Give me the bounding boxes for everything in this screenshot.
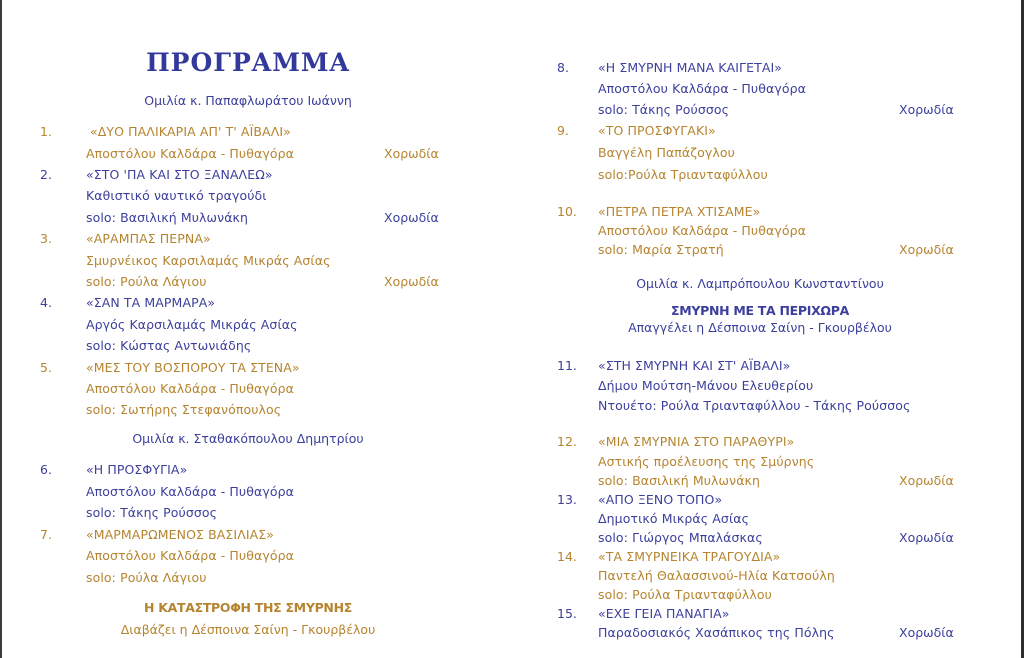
song-composer: Αποστόλου Καλδάρα - Πυθαγόρα xyxy=(86,548,294,563)
item-number: 4. xyxy=(40,295,52,310)
song-soloist: solo: Σωτήρης Στεφανόπουλος xyxy=(86,402,282,417)
item-number: 13. xyxy=(557,492,577,507)
chorus-label: Χορωδία xyxy=(899,473,954,488)
song-title: «ΜΕΣ ΤΟΥ ΒΟΣΠΟΡΟΥ ΤΑ ΣΤΕΝΑ» xyxy=(86,360,300,375)
item-number: 7. xyxy=(40,527,52,542)
song-description: Αργός Καρσιλαμάς Μικράς Ασίας xyxy=(86,317,298,332)
song-title: «ΣΤΟ 'ΠΑ ΚΑΙ ΣΤΟ ΞΑΝΑΛΕΩ» xyxy=(86,167,273,182)
chorus-label: Χορωδία xyxy=(384,210,439,225)
song-soloist: solo: Βασιλική Μυλωνάκη xyxy=(598,473,761,488)
chorus-label: Χορωδία xyxy=(384,146,439,161)
song-duet: Ντουέτο: Ρούλα Τριανταφύλλου - Τάκης Ρούσσος xyxy=(598,398,911,413)
song-title: «ΠΕΤΡΑ ΠΕΤΡΑ ΧΤΙΣΑΜΕ» xyxy=(598,204,761,219)
song-title: «Η ΠΡΟΣΦΥΓΙΑ» xyxy=(86,462,188,477)
song-soloist: solo: Ρούλα Λάγιου xyxy=(86,274,207,289)
song-soloist: solo: Γιώργος Μπαλάσκας xyxy=(598,530,763,545)
song-composer: Δήμου Μούτση-Μάνου Ελευθερίου xyxy=(598,378,814,393)
song-title: «ΔΥΟ ΠΑΛΙΚΑΡΙΑ ΑΠ' Τ' ΑΪΒΑΛΙ» xyxy=(90,124,291,139)
song-title: «ΣΑΝ ΤΑ ΜΑΡΜΑΡΑ» xyxy=(86,295,216,310)
song-soloist: solo: Ρούλα Λάγιου xyxy=(86,570,207,585)
song-composer: Αποστόλου Καλδάρα - Πυθαγόρα xyxy=(86,146,294,161)
song-composer: Αποστόλου Καλδάρα - Πυθαγόρα xyxy=(598,81,806,96)
item-number: 8. xyxy=(557,60,569,75)
song-title: «ΑΡΑΜΠΑΣ ΠΕΡΝΑ» xyxy=(86,231,211,246)
song-composer: Αποστόλου Καλδάρα - Πυθαγόρα xyxy=(86,484,294,499)
section-heading-catastrophe: Η ΚΑΤΑΣΤΡΟΦΗ ΤΗΣ ΣΜΥΡΝΗΣ xyxy=(144,600,352,615)
song-composer: Αποστόλου Καλδάρα - Πυθαγόρα xyxy=(86,381,294,396)
song-description: Καθιστικό ναυτικό τραγούδι xyxy=(86,188,267,203)
speech-papaflora: Ομιλία κ. Παπαφλωράτου Ιωάννη xyxy=(144,93,352,108)
chorus-label: Χορωδία xyxy=(384,274,439,289)
song-title: «ΤΟ ΠΡΟΣΦΥΓΑΚΙ» xyxy=(598,123,716,138)
song-soloist: solo:Ρούλα Τριανταφύλλου xyxy=(598,167,768,182)
song-title: «ΤΑ ΣΜΥΡΝΕΙΚΑ ΤΡΑΓΟΥΔΙΑ» xyxy=(598,549,781,564)
song-description: Δημοτικό Μικράς Ασίας xyxy=(598,511,750,526)
item-number: 2. xyxy=(40,167,52,182)
song-composer: Βαγγέλη Παπάζογλου xyxy=(598,145,735,160)
item-number: 15. xyxy=(557,606,577,621)
speech-lampropoulou: Ομιλία κ. Λαμπρόπουλου Κωνσταντίνου xyxy=(636,276,884,291)
song-description: Παραδοσιακός Χασάπικος της Πόλης xyxy=(598,625,835,640)
song-soloist: solo: Κώστας Αντωνιάδης xyxy=(86,338,252,353)
song-soloist: solo: Μαρία Στρατή xyxy=(598,242,724,257)
program-page xyxy=(2,0,1021,658)
section-heading-smyrna-surroundings: ΣΜΥΡΝΗ ΜΕ ΤΑ ΠΕΡΙΧΩΡΑ xyxy=(671,303,849,318)
page-title: ΠΡΟΓΡΑΜΜΑ xyxy=(146,48,350,77)
chorus-label: Χορωδία xyxy=(899,102,954,117)
song-composer: Αποστόλου Καλδάρα - Πυθαγόρα xyxy=(598,223,806,238)
item-number: 12. xyxy=(557,434,577,449)
song-soloist: solo: Βασιλική Μυλωνάκη xyxy=(86,210,249,225)
song-description: Αστικής προέλευσης της Σμύρνης xyxy=(598,454,815,469)
song-soloist: solo: Τάκης Ρούσσος xyxy=(86,505,218,520)
item-number: 5. xyxy=(40,360,52,375)
song-composer: Παντελή Θαλασσινού-Ηλία Κατσούλη xyxy=(598,568,835,583)
item-number: 9. xyxy=(557,123,569,138)
item-number: 1. xyxy=(40,124,52,139)
section-reciter: Απαγγέλει η Δέσποινα Σαίνη - Γκουρβέλου xyxy=(628,320,892,335)
item-number: 3. xyxy=(40,231,52,246)
song-title: «ΜΑΡΜΑΡΩΜΕΝΟΣ ΒΑΣΙΛΙΑΣ» xyxy=(86,527,275,542)
item-number: 10. xyxy=(557,204,577,219)
chorus-label: Χορωδία xyxy=(899,242,954,257)
chorus-label: Χορωδία xyxy=(899,625,954,640)
song-title: «ΑΠΟ ΞΕΝΟ ΤΟΠΟ» xyxy=(598,492,723,507)
item-number: 14. xyxy=(557,549,577,564)
section-reader: Διαβάζει η Δέσποινα Σαίνη - Γκουρβέλου xyxy=(120,622,376,637)
song-title: «ΜΙΑ ΣΜΥΡΝΙΑ ΣΤΟ ΠΑΡΑΘΥΡΙ» xyxy=(598,434,795,449)
item-number: 6. xyxy=(40,462,52,477)
chorus-label: Χορωδία xyxy=(899,530,954,545)
song-soloist: solo: Ρούλα Τριανταφύλλου xyxy=(598,587,772,602)
song-soloist: solo: Τάκης Ρούσσος xyxy=(598,102,730,117)
song-title: «Η ΣΜΥΡΝΗ ΜΑΝΑ ΚΑΙΓΕΤΑΙ» xyxy=(598,60,783,75)
song-title: «ΣΤΗ ΣΜΥΡΝΗ ΚΑΙ ΣΤ' ΑΪΒΑΛΙ» xyxy=(598,358,791,373)
speech-stathakopoulou: Ομιλία κ. Σταθακόπουλου Δημητρίου xyxy=(132,431,364,446)
song-description: Σμυρνέικος Καρσιλαμάς Μικράς Ασίας xyxy=(86,253,331,268)
item-number: 11. xyxy=(557,358,577,373)
song-title: «ΕΧΕ ΓΕΙΑ ΠΑΝΑΓΙΑ» xyxy=(598,606,730,621)
